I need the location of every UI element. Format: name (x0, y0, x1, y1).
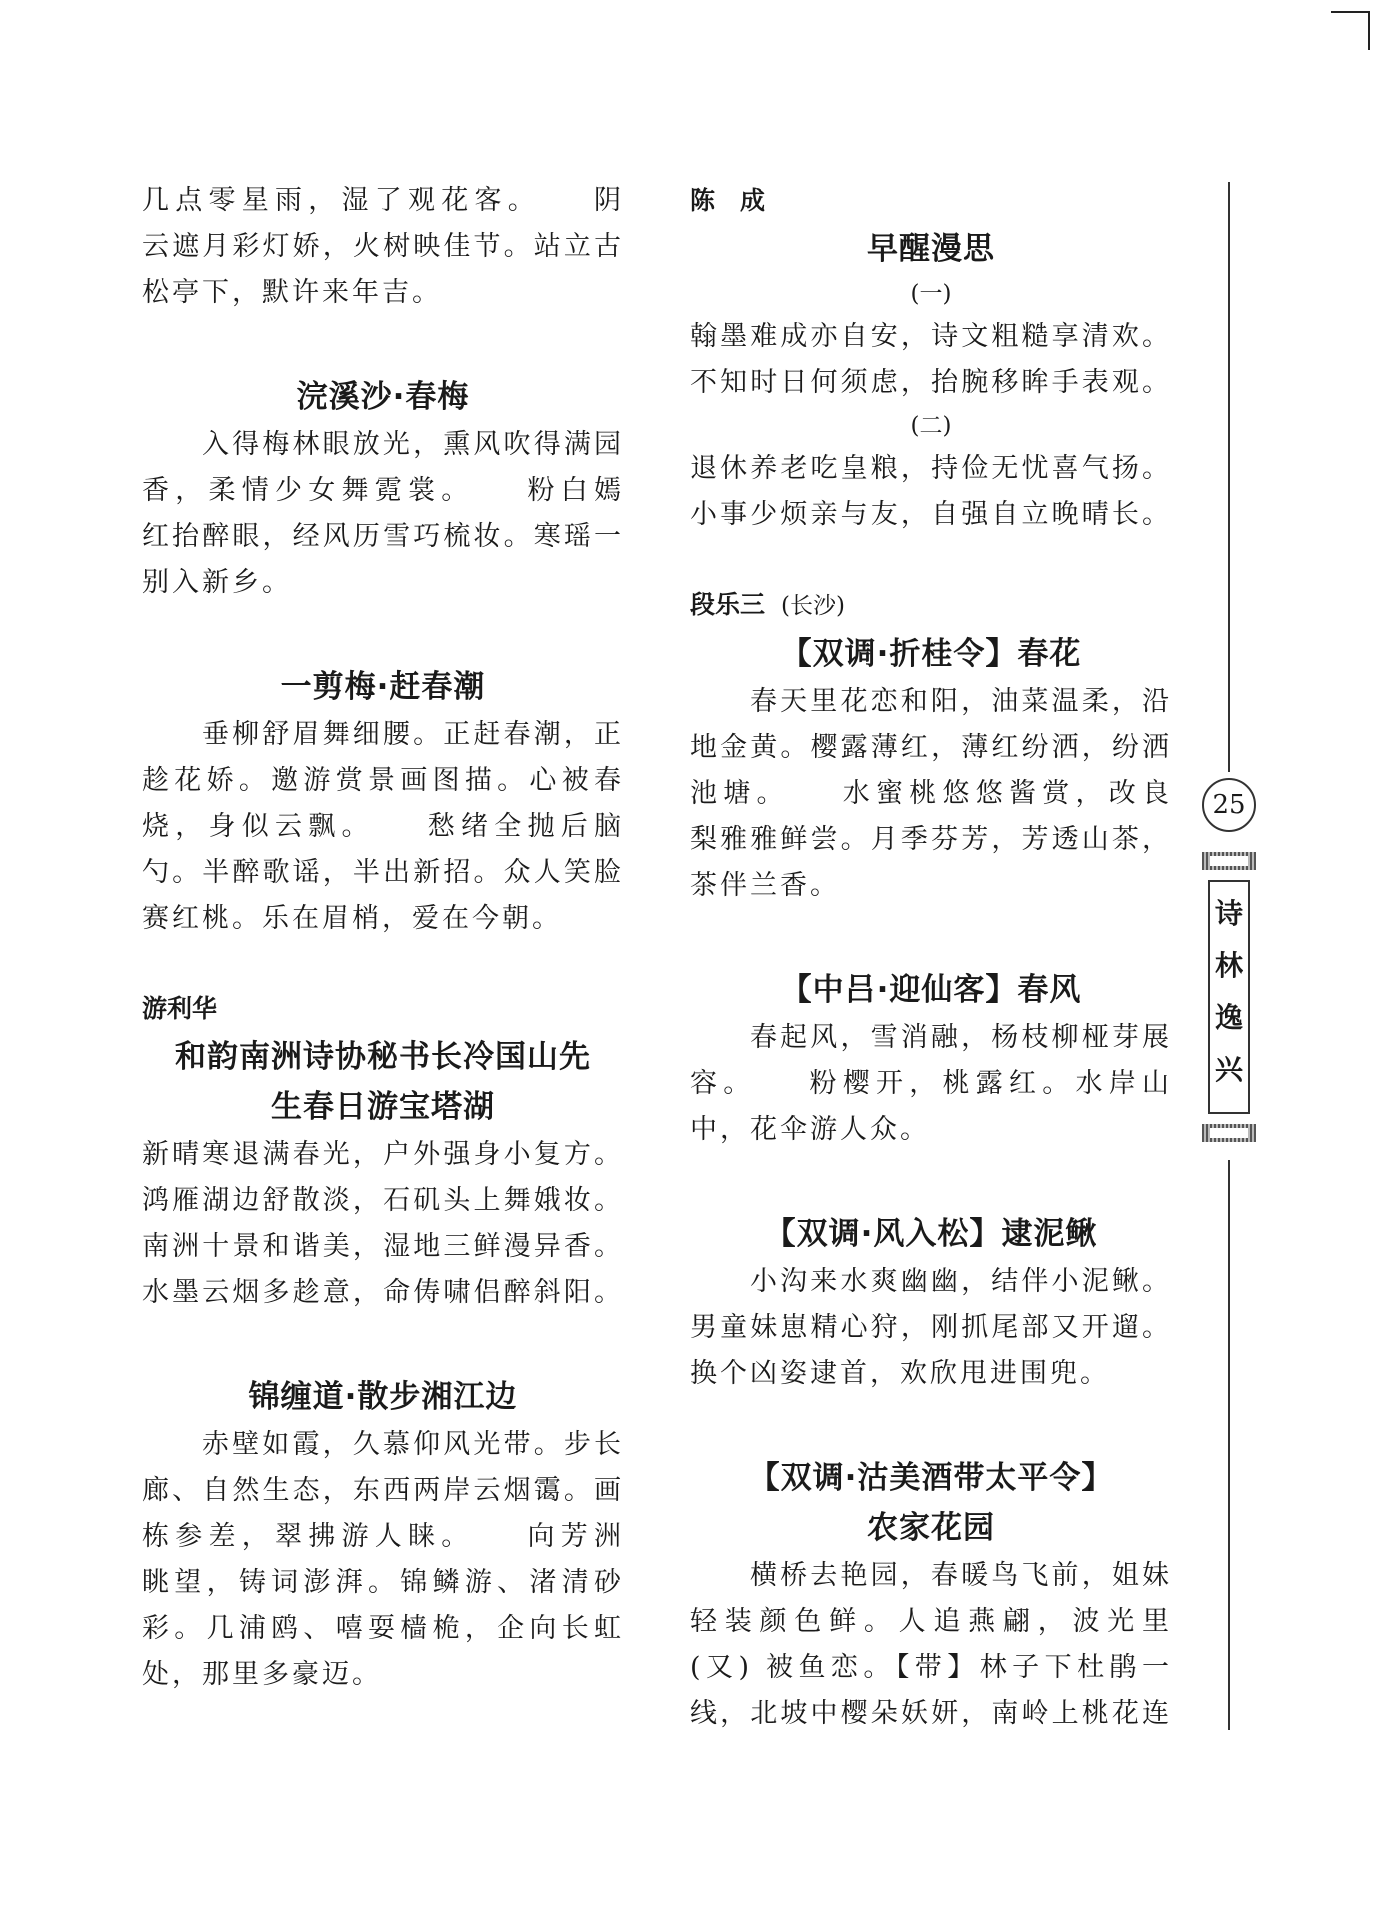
series-title-frame (1208, 880, 1250, 1114)
poem-line: 红抬醉眼，经风历雪巧梳妆。寒瑶一 (142, 521, 624, 552)
crop-mark-icon (1331, 0, 1381, 50)
author-name: 陈 成 (690, 186, 766, 215)
poem-line: (又) 被鱼恋。【带】林子下杜鹃一 (690, 1652, 1172, 1683)
series-title-char: 林 (1214, 949, 1243, 982)
poem-line: 换个凶姿逮首，欢欣甩进围兜。 (690, 1358, 1110, 1389)
series-title-char: 逸 (1214, 1001, 1243, 1034)
poem-line: 处，那里多豪迈。 (142, 1659, 382, 1690)
poem-line: 小事少烦亲与友，自强自立晚晴长。 (690, 499, 1172, 530)
poem-line: 烧，身似云飘。 愁绪全抛后脑 (142, 811, 624, 842)
poem-line: 翰墨难成亦自安，诗文粗糙享清欢。 (690, 321, 1172, 352)
poem-line: 垂柳舒眉舞细腰。正赶春潮，正 (202, 719, 624, 750)
poem-line: 池塘。 水蜜桃悠悠酱赏，改良 (690, 778, 1172, 809)
poem-line: 香，柔情少女舞霓裳。 粉白嫣 (142, 475, 624, 506)
author-name-text: 段乐三 (690, 590, 766, 619)
poem-title: 【中吕·迎仙客】春风 (780, 972, 1082, 1008)
poem-title: 【双调·折桂令】春花 (780, 636, 1082, 672)
ornament-band (1202, 852, 1256, 870)
left-column (142, 178, 624, 1698)
poem-line: 茶伴兰香。 (690, 870, 840, 901)
poem-title: 锦缠道·散步湘江边 (248, 1379, 518, 1415)
poem-line: 轻装颜色鲜。人追燕翩，波光里 (690, 1606, 1172, 1637)
author-location: (长沙) (781, 593, 845, 619)
series-title-box (1202, 852, 1256, 1142)
poem-line: 赛红桃。乐在眉梢，爱在今朝。 (142, 903, 562, 934)
poem-title: 浣溪沙·春梅 (296, 379, 470, 415)
margin-rule-top (1228, 182, 1230, 772)
poem-line: 容。 粉樱开，桃露红。水岸山 (690, 1068, 1172, 1099)
poem-line: 横桥去艳园，春暖鸟飞前，姐妹 (750, 1560, 1172, 1591)
poem-line: 勺。半醉歌谣，半出新招。众人笑脸 (142, 857, 624, 888)
poem-line: 退休养老吃皇粮，持俭无忧喜气扬。 (690, 453, 1172, 484)
poem-line: 春天里花恋和阳，油菜温柔，沿 (750, 686, 1172, 717)
poem-line: 趁花娇。邀游赏景画图描。心被春 (142, 765, 624, 796)
page-number: 25 (1202, 778, 1256, 832)
author-name (690, 582, 1172, 629)
ornament-band (1202, 1124, 1256, 1142)
poem-line: 春起风，雪消融，杨枝柳桠芽展 (750, 1022, 1172, 1053)
section-label: (一) (910, 281, 952, 307)
poem-title: 早醒漫思 (867, 231, 995, 267)
poem-line: 线，北坡中樱朵妖妍，南岭上桃花连 (690, 1698, 1172, 1729)
poem-line: 别入新乡。 (142, 567, 292, 598)
poem-title: 和韵南洲诗协秘书长冷国山先 (175, 1039, 591, 1075)
poem-line: 南洲十景和谐美，湿地三鲜漫异香。 (142, 1231, 624, 1262)
poem-title: 【双调·沽美酒带太平令】 (748, 1460, 1114, 1496)
continued-line: 几点零星雨，湿了观花客。 阴 (142, 185, 624, 216)
poem-line: 地金黄。樱露薄红，薄红纷洒，纷洒 (690, 732, 1172, 763)
poem-line: 眺望，铸词澎湃。锦鳞游、渚清砂 (142, 1567, 624, 1598)
poem-line: 水墨云烟多趁意，命俦啸侣醉斜阳。 (142, 1277, 624, 1308)
poem-line: 栋参差，翠拂游人睐。 向芳洲 (142, 1521, 624, 1552)
poem-line: 中，花伞游人众。 (690, 1114, 930, 1145)
section-label: (二) (910, 413, 952, 439)
author-name: 游利华 (142, 994, 218, 1023)
poem-line: 梨雅雅鲜尝。月季芬芳，芳透山茶， (690, 824, 1172, 855)
poem-line: 入得梅林眼放光，熏风吹得满园 (202, 429, 624, 460)
poem-line: 男童妹崽精心狩，刚抓尾部又开遛。 (690, 1312, 1172, 1343)
poem-title: 农家花园 (867, 1510, 995, 1546)
continued-line: 松亭下，默许来年吉。 (142, 277, 442, 308)
poem-line: 廊、自然生态，东西两岸云烟霭。画 (142, 1475, 624, 1506)
right-column (690, 178, 1172, 1737)
poem-title: 一剪梅·赶春潮 (280, 669, 486, 705)
poem-title: 【双调·风入松】逮泥鳅 (764, 1216, 1098, 1252)
series-title-char: 诗 (1214, 897, 1243, 930)
poem-line: 鸿雁湖边舒散淡，石矶头上舞娥妆。 (142, 1185, 624, 1216)
poem-line: 新晴寒退满春光，户外强身小复方。 (142, 1139, 624, 1170)
poem-line: 不知时日何须虑，抬腕移眸手表观。 (690, 367, 1172, 398)
margin-rule-bottom (1228, 1160, 1230, 1730)
poem-line: 赤壁如霞，久慕仰风光带。步长 (202, 1429, 624, 1460)
series-title-char: 兴 (1214, 1053, 1243, 1086)
poem-line: 彩。几浦鸥、嘻耍樯桅，企向长虹 (142, 1613, 624, 1644)
poem-title: 生春日游宝塔湖 (271, 1089, 495, 1125)
continued-line: 云遮月彩灯娇，火树映佳节。站立古 (142, 231, 624, 262)
poem-line: 小沟来水爽幽幽，结伴小泥鳅。 (750, 1266, 1172, 1297)
